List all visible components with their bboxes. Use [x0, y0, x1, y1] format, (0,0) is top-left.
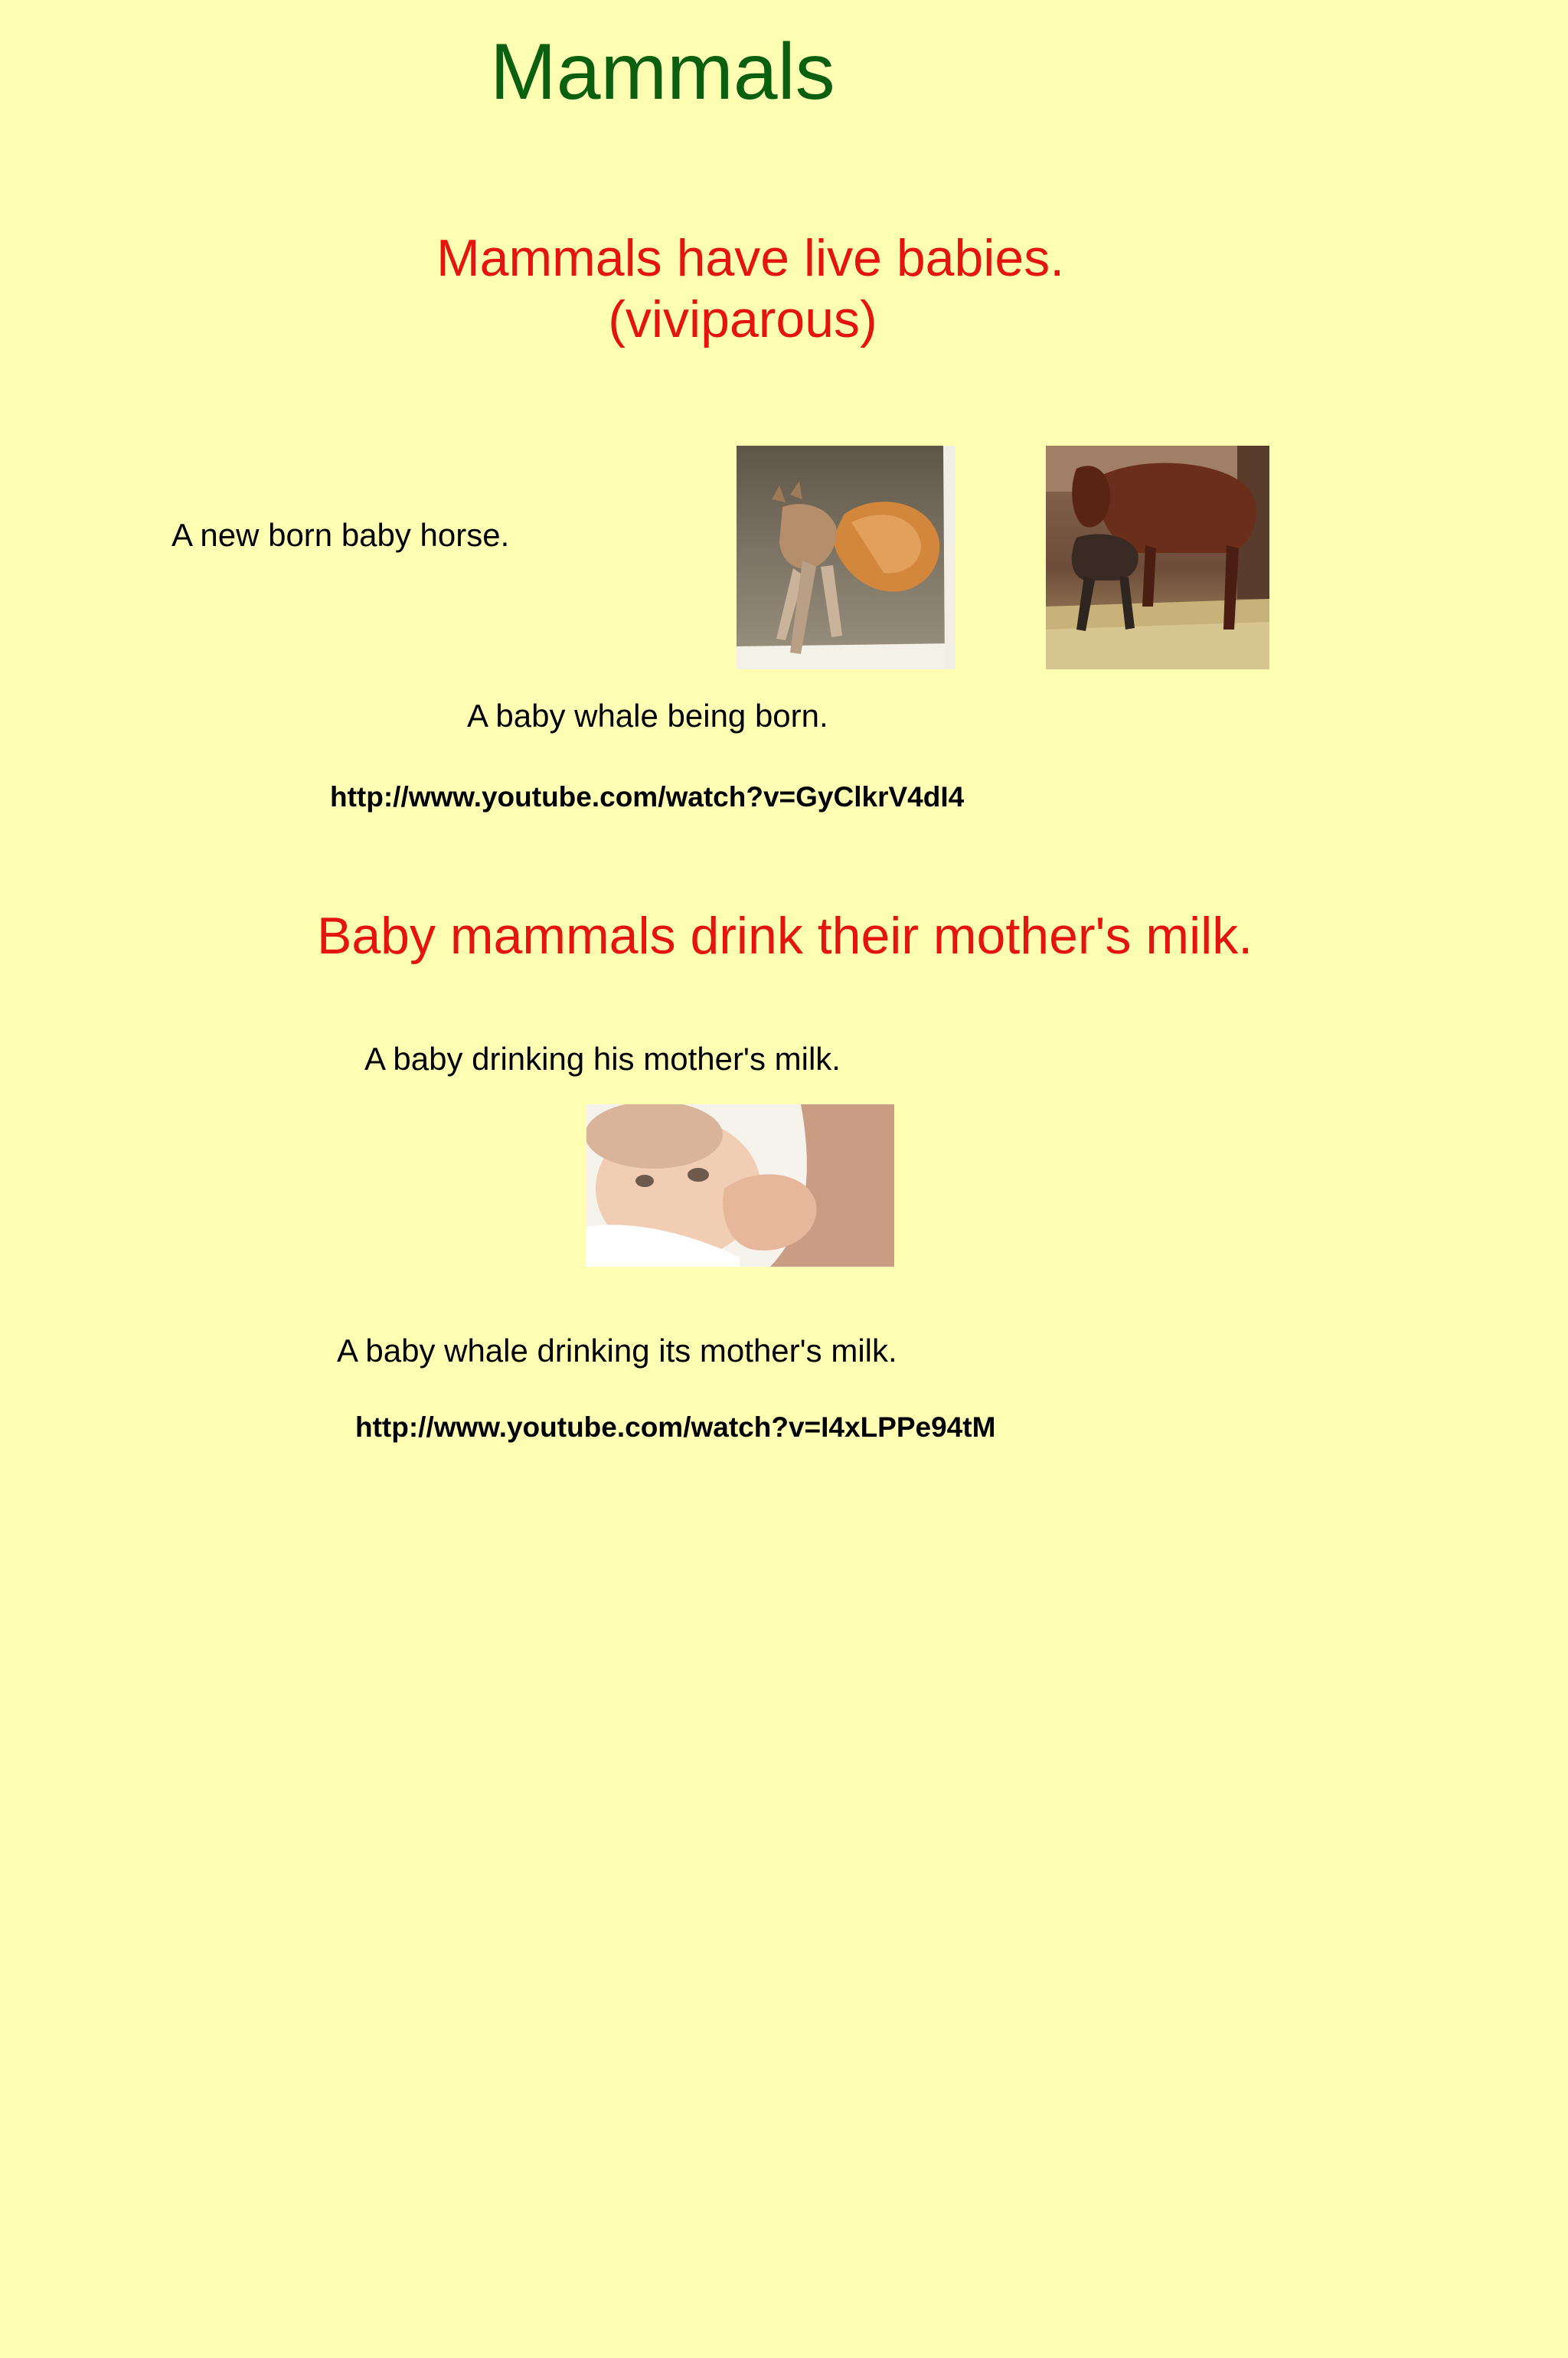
whale-milk-video-link[interactable]: http://www.youtube.com/watch?v=I4xLPPe94tM — [355, 1411, 996, 1443]
live-babies-heading-line2: (viviparous) — [608, 290, 877, 348]
mare-and-foal-photo — [1046, 446, 1269, 669]
whale-birth-caption: A baby whale being born. — [467, 698, 828, 734]
whale-birth-video-link[interactable]: http://www.youtube.com/watch?v=GyClkrV4dI4 — [330, 781, 965, 813]
whale-milk-caption: A baby whale drinking its mother's milk. — [337, 1333, 897, 1369]
nursing-baby-photo — [586, 1104, 894, 1267]
newborn-horse-caption: A new born baby horse. — [172, 517, 510, 553]
baby-drinking-caption: A baby drinking his mother's milk. — [364, 1041, 841, 1077]
live-babies-heading — [436, 227, 1065, 350]
live-babies-heading-line1: Mammals have live babies. — [436, 229, 1065, 287]
mothers-milk-heading: Baby mammals drink their mother's milk. — [317, 907, 1253, 965]
foal-photo — [737, 446, 956, 669]
page-title: Mammals — [490, 28, 835, 116]
